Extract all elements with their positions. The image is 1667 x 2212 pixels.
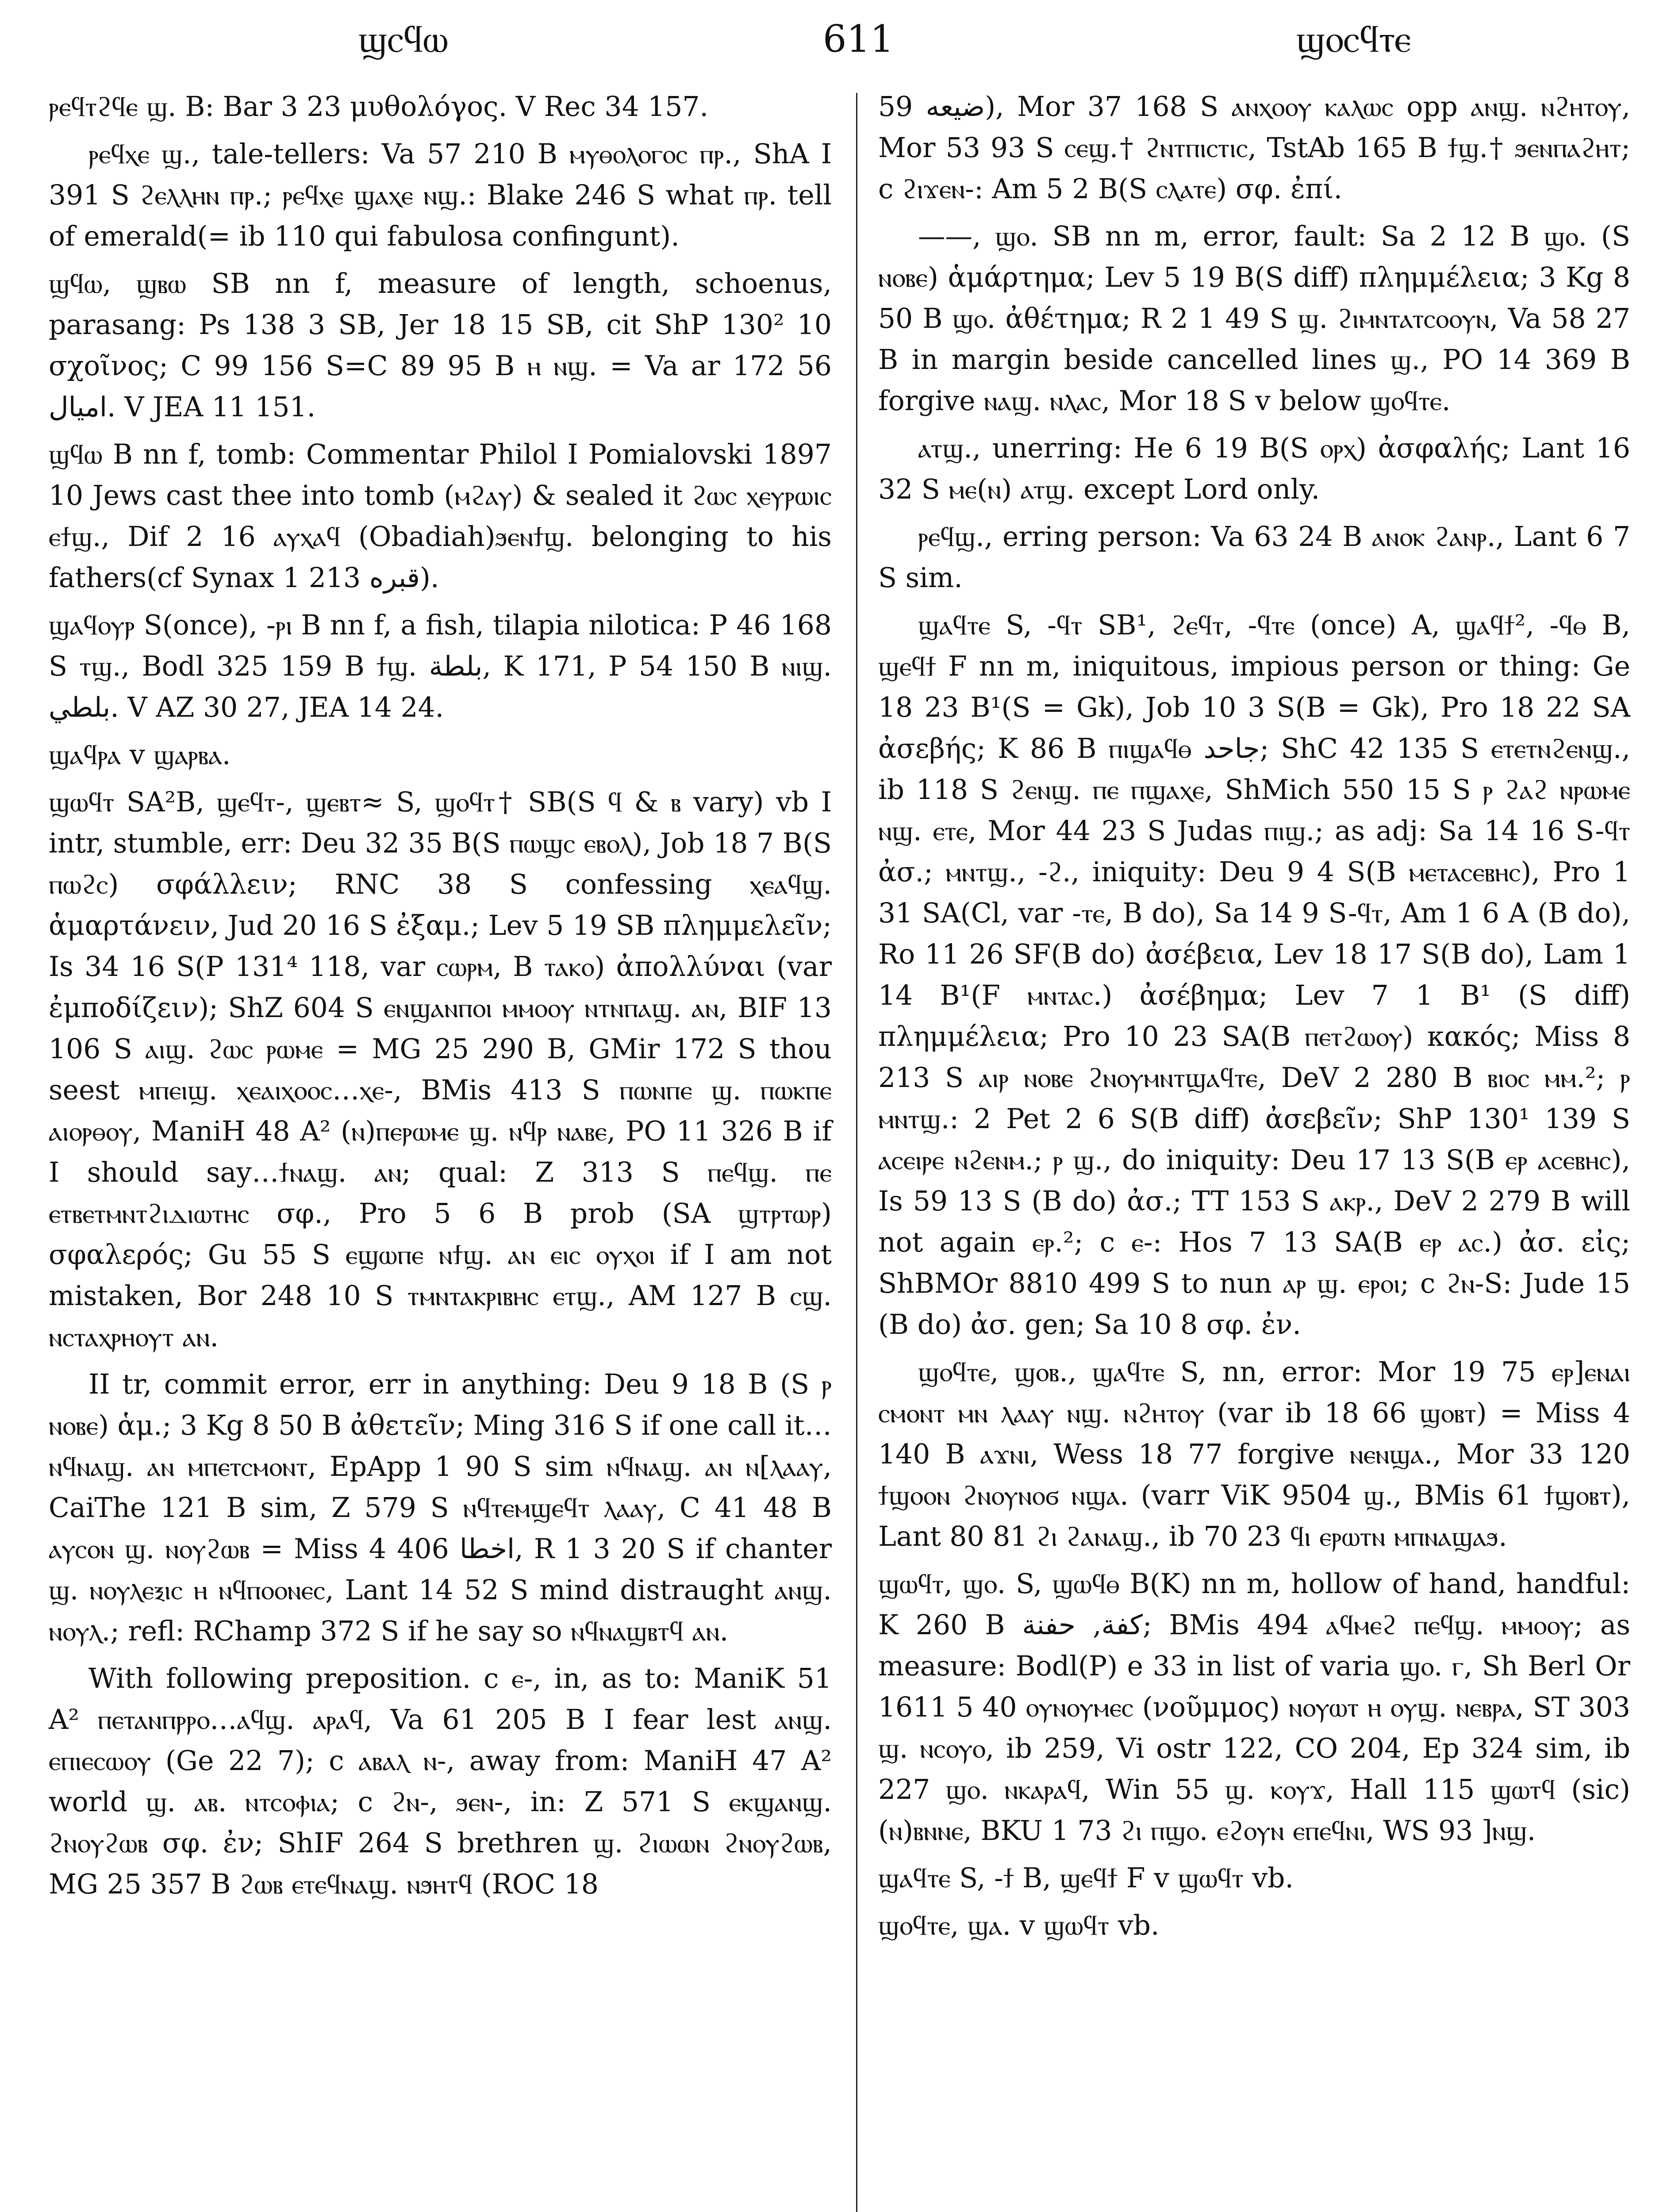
dictionary-entry: ϣⲁϥⲧⲉ S, -ϥⲧ SB¹, ϩⲉϥⲧ, -ϥⲧⲉ (once) A, ϣⲁϥϯ², -ϥⲑ B, ϣⲉϥϯ F nn m, iniquitous, impious person or thing: Ge 18 23 B¹(S = Gk), Job 10 3 S(B = Gk), Pro 18 22 SA ἀσεβής; K 86 B ⲡⲓϣⲁϥⲑ جاحد; ShC 42 135 S ⲉⲧⲉⲧⲛϩⲉⲛϣ., ib 118 S ϩⲉⲛϣ. ⲡⲉ ⲡϣⲁⲭⲉ, ShMich 550 15 S ⲣ ϩⲁϩ ⲛⲣⲱⲙⲉ ⲛϣ. ⲉⲧⲉ, Mor 44 23 S Judas ⲡⲓϣ.; as adj: Sa 14 16 S-ϥⲧ ἀσ.; ⲙⲛⲧϣ., -ϩ., iniquity: Deu 9 4 S(B ⲙⲉⲧⲁⲥⲉⲃⲏⲥ), Pro 1 31 SA(Cl, var -ⲧⲉ, B do), Sa 14 9 S-ϥⲧ, Am 1 6 A (B do), Ro 11 26 SF(B do) ἀσέβεια, Lev 18 17 S(B do), Lam 1 14 B¹(F ⲙⲛⲧⲁⲥ.) ἀσέβημα; Lev 7 1 B¹ (S diff) πλημμέλεια; Pro 10 23 SA(B ⲡⲉⲧϩⲱⲟⲩ) κακός; Miss 8 213 S ⲁⲓⲣ ⲛⲟⲃⲉ ϩⲛⲟⲩⲙⲛⲧϣⲁϥⲧⲉ, DeV 2 280 B ⲃⲓⲟⲥ ⲙⲙ.²; ⲣ ⲙⲛⲧϣ.: 2 Pet 2 6 S(B diff) ἀσεβεῖν; ShP 130¹ 139 S ⲁⲥⲉⲓⲣⲉ ⲛϩⲉⲛⲙ.; ⲣ ϣ., do iniquity: Deu 17 13 S(B ⲉⲣ ⲁⲥⲉⲃⲏⲥ), Is 59 13 S (B do) ἀσ.; TT 153 S ⲁⲕⲣ., DeV 2 279 B will not again ⲉⲣ.²; c ⲉ-: Hos 7 13 SA(B ⲉⲣ ⲁⲥ.) ἀσ. εἰς; ShBMOr 8810 499 S to nun ⲁⲣ ϣ. ⲉⲣⲟⲓ; c ϩⲛ-S: Jude 15 (B do) ἀσ. gen; Sa 10 8 σφ. ἐν. <box>878 609 1630 1340</box>
running-head <box>49 8 1650 96</box>
dictionary-entry: ——, ϣⲟ. SB nn m, error, fault: Sa 2 12 B ϣⲟ. (S ⲛⲟⲃⲉ) ἁμάρτημα; Lev 5 19 B(S diff) πλημμέλεια; 3 Kg 8 50 B ϣⲟ. ἀθέτημα; R 2 1 49 S ϣ. ϩⲓⲙⲛⲧⲁⲧⲥⲟⲟⲩⲛ, Va 58 27 B in margin beside cancelled lines ϣ., PO 14 369 B forgive ⲛⲁϣ. ⲛⲗⲁⲥ, Mor 18 S v below ϣⲟϥⲧⲉ. <box>878 220 1630 417</box>
right-column <box>878 86 1630 1952</box>
dictionary-entry: 59 ضيعه), Mor 37 168 S ⲁⲛⲭⲟⲟⲩ ⲕⲁⲗⲱⲥ opp ⲁⲛϣ. ⲛϩⲏⲧⲟⲩ, Mor 53 93 S ⲥⲉϣ.† ϩⲛⲧⲡⲓⲥⲧⲓⲥ, TstAb 165 B ϯϣ.† ϧⲉⲛⲡⲁϩⲏⲧ; c ϩⲓϫⲉⲛ-: Am 5 2 B(S ⲥⲗⲁⲧⲉ) σφ. ἐπί. <box>878 91 1630 205</box>
running-head-left: ϣⲥϥⲱ <box>358 17 449 61</box>
dictionary-entry: ϣⲟϥⲧⲉ, ϣⲁ. v ϣⲱϥⲧ vb. <box>878 1909 1160 1941</box>
left-column <box>49 86 832 1911</box>
dictionary-entry: ⲣⲉϥⲧϩϥⲉ ϣ. B: Bar 3 23 μυθολόγος. V Rec 34 157. <box>49 91 709 123</box>
running-head-right: ϣⲟⲥϥⲧⲉ <box>1296 17 1411 61</box>
column-divider <box>856 93 857 2212</box>
dictionary-entry: ϣⲱϥⲧ SA²B, ϣⲉϥⲧ-, ϣⲉⲃⲧ≈ S, ϣⲟϥⲧ† SB(S ϥ & ⲃ vary) vb I intr, stumble, err: Deu 32 35 B(S ⲡⲱϣⲥ ⲉⲃⲟⲗ), Job 18 7 B(S ⲡⲱϩⲥ) σφάλλειν; RNC 38 S confessing ⲭⲉⲁϥϣ. ἁμαρτάνειν, Jud 20 16 S ἐξαμ.; Lev 5 19 SB πλημμελεῖν; Is 34 16 S(P 131⁴ 118, var ⲥⲱⲣⲙ, B ⲧⲁⲕⲟ) ἀπολλύναι (var ἐμποδίζειν); ShZ 604 S ⲉⲛϣⲁⲛⲡⲟⲓ ⲙⲙⲟⲟⲩ ⲛⲧⲛⲡⲁϣ. ⲁⲛ, BIF 13 106 S ⲁⲓϣ. ϩⲱⲥ ⲣⲱⲙⲉ = MG 25 290 B, GMir 172 S thou seest ⲙⲡⲉⲓϣ. ⲭⲉⲁⲓⲭⲟⲟⲥ…ⲭⲉ-, BMis 413 S ⲡⲱⲛⲡⲉ ϣ. ⲡⲱⲕⲡⲉ ⲁⲓⲟⲣⲑⲟⲩ, ManiH 48 A² (ⲛ)ⲡⲉⲣⲱⲙⲉ ϣ. ⲛϥⲣ ⲛⲁⲃⲉ, PO 11 326 B if I should say…ϯⲛⲁϣ. ⲁⲛ; qual: Z 313 S ⲡⲉϥϣ. ⲡⲉ ⲉⲧⲃⲉⲧⲙⲛⲧϩⲓⲇⲓⲱⲧⲏⲥ σφ., Pro 5 6 B prob (SA ϣⲧⲣⲧⲱⲣ) σφαλερός; Gu 55 S ⲉϣⲱⲡⲉ ⲛϯϣ. ⲁⲛ ⲉⲓⲥ ⲟⲩⲭⲟⲓ if I am not mistaken, Bor 248 10 S ⲧⲙⲛⲧⲁⲕⲣⲓⲃⲏⲥ ⲉⲧϣ., AM 127 B ⲥϣ. ⲛⲥⲧⲁⲭⲣⲏⲟⲩⲧ ⲁⲛ. <box>49 786 832 1353</box>
dictionary-entry: ϣϥⲱ B nn f, tomb: Commentar Philol I Pomialovski 1897 10 Jews cast thee into tomb (ⲙϩⲁⲩ) & sealed it ϩⲱⲥ ⲭⲉⲩⲣⲱⲓⲥ ⲉϯϣ., Dif 2 16 ⲁⲩⲭⲁϥ (Obadiah)ϧⲉⲛϯϣ. belonging to his fathers(cf Synax 1 213 قبره). <box>49 438 832 594</box>
dictionary-entry: With following preposition. c ⲉ-, in, as to: ManiK 51 A² ⲡⲉⲧⲁⲛⲡⲣⲣⲟ…ⲁϥϣ. ⲁⲣⲁϥ, Va 61 205 B I fear lest ⲁⲛϣ. ⲉⲡⲓⲉⲥⲱⲟⲩ (Ge 22 7); c ⲁⲃⲁⲗ ⲛ-, away from: ManiH 47 A² world ϣ. ⲁⲃ. ⲛⲧⲥⲟⲫⲓⲁ; c ϩⲛ-, ϧⲉⲛ-, in: Z 571 S ⲉⲕϣⲁⲛϣ. ϩⲛⲟⲩϩⲱⲃ σφ. ἐν; ShIF 264 S brethren ϣ. ϩⲓⲱⲱⲛ ϩⲛⲟⲩϩⲱⲃ, MG 25 357 B ϩⲱⲃ ⲉⲧⲉϥⲛⲁϣ. ⲛϧⲏⲧϥ (ROC 18 <box>49 1663 832 1900</box>
dictionary-entry: ⲁⲧϣ., unerring: He 6 19 B(S ⲟⲣⲭ) ἀσφαλής; Lant 16 32 S ⲙⲉ(ⲛ) ⲁⲧϣ. except Lord only. <box>878 432 1630 505</box>
dictionary-entry: ϣⲁϥⲣⲁ v ϣⲁⲣⲃⲁ. <box>49 739 231 771</box>
page-number: 611 <box>823 17 894 61</box>
dictionary-entry: ϣⲱϥⲧ, ϣⲟ. S, ϣⲱϥⲑ B(K) nn m, hollow of hand, handful: K 260 B كفة, حفنة; BMis 494 ⲁϥⲙⲉϩ ⲡⲉϥϣ. ⲙⲙⲟⲟⲩ; as measure: Bodl(P) e 33 in list of varia ϣⲟ. ⲅ, Sh Berl Or 1611 5 40 ⲟⲩⲛⲟⲩⲙⲉⲥ (νοῦμμος) ⲛⲟⲩⲱⲧ ⲏ ⲟⲩϣ. ⲛⲉⲃⲣⲁ, ST 303 ϣ. ⲛⲥⲟⲩⲟ, ib 259, Vi ostr 122, CO 204, Ep 324 sim, ib 227 ϣⲟ. ⲛⲕⲁⲣⲁϥ, Win 55 ϣ. ⲕⲟⲩϫ, Hall 115 ϣⲱⲧϥ (sic) (ⲛ)ⲃⲛⲛⲉ, BKU 1 73 ϩⲓ ⲡϣⲟ. ⲉϩⲟⲩⲛ ⲉⲡⲉϥⲛⲓ, WS 93 ]ⲛϣ. <box>878 1568 1631 1847</box>
dictionary-entry: ϣϥⲱ, ϣⲃⲱ SB nn f, measure of length, schoenus, parasang: Ps 138 3 SB, Jer 18 15 SB, cit ShP 130² 10 σχοῖνος; C 99 156 S=C 89 95 B ⲏ ⲛϣ. = Va ar 172 56 اميال. V JEA 11 151. <box>49 268 832 423</box>
dictionary-entry: ⲣⲉϥϣ., erring person: Va 63 24 B ⲁⲛⲟⲕ ϩⲁⲛⲣ., Lant 6 7 S sim. <box>878 521 1630 594</box>
dictionary-entry: ⲣⲉϥⲭⲉ ϣ., tale-tellers: Va 57 210 B ⲙⲩⲑⲟⲗⲟⲅⲟⲥ ⲡⲣ., ShA I 391 S ϩⲉⲗⲗⲏⲛ ⲡⲣ.; ⲣⲉϥⲭⲉ ϣⲁⲭⲉ ⲛϣ.: Blake 246 S what ⲡⲣ. tell of emerald(= ib 110 qui fabulosa confingunt). <box>49 138 832 252</box>
dictionary-entry: ϣⲟϥⲧⲉ, ϣⲟⲃ., ϣⲁϥⲧⲉ S, nn, error: Mor 19 75 ⲉⲣ]ⲉⲛⲁⲓ ⲥⲙⲟⲛⲧ ⲙⲛ ⲗⲁⲁⲩ ⲛϣ. ⲛϩⲏⲧⲟⲩ (var ib 18 66 ϣⲟⲃⲧ) = Miss 4 140 B ⲁϫⲛⲓ, Wess 18 77 forgive ⲛⲉⲛϣⲁ., Mor 33 120 ϯϣⲟⲟⲛ ϩⲛⲟⲩⲛⲟϭ ⲛϣⲁ. (varr ViK 9504 ϣ., BMis 61 ϯϣⲟⲃⲧ), Lant 80 81 ϩⲓ ϩⲁⲛⲁϣ., ib 70 23 ϥⲓ ⲉⲣⲱⲧⲛ ⲙⲡⲛⲁϣⲁϧ. <box>878 1356 1630 1552</box>
dictionary-entry: ϣⲁϥⲧⲉ S, -ϯ B, ϣⲉϥϯ F v ϣⲱϥⲧ vb. <box>878 1862 1294 1894</box>
dictionary-entry: II tr, commit error, err in anything: Deu 9 18 B (S ⲣ ⲛⲟⲃⲉ) ἁμ.; 3 Kg 8 50 B ἀθετεῖν; Ming 316 S if one call it…ⲛϥⲛⲁϣ. ⲁⲛ ⲙⲡⲉⲧⲥⲙⲟⲛⲧ, EpApp 1 90 S sim ⲛϥⲛⲁϣ. ⲁⲛ ⲛ[ⲗⲁⲁⲩ, CaiThe 121 B sim, Z 579 S ⲛϥⲧⲉⲙϣⲉϥⲧ ⲗⲁⲁⲩ, C 41 48 B ⲁⲩⲥⲟⲛ ϣ. ⲛⲟⲩϩⲱⲃ = Miss 4 406 اخطا, R 1 3 20 S if chanter ϣ. ⲛⲟⲩⲗⲉⲝⲓⲥ ⲏ ⲛϥⲡⲟⲟⲛⲉⲥ, Lant 14 52 S mind distraught ⲁⲛϣ. ⲛⲟⲩⲗ.; refl: RChamp 372 S if he say so ⲛϥⲛⲁϣⲃⲧϥ ⲁⲛ. <box>49 1368 832 1647</box>
dictionary-entry: ϣⲁϥⲟⲩⲣ S(once), -ⲣⲓ B nn f, a fish, tilapia nilotica: P 46 168 S ⲧϣ., Bodl 325 159 B ϯϣ. بلطة, K 171, P 54 150 B ⲛⲓϣ. بلطي. V AZ 30 27, JEA 14 24. <box>49 609 832 723</box>
